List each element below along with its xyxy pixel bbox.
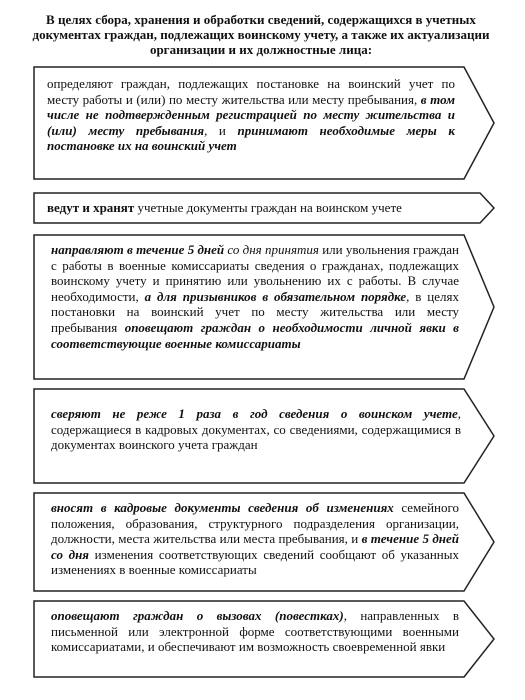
text-segment: ведут и хранят (47, 200, 135, 215)
arrow-block-3 (33, 234, 495, 380)
arrow-text-3 (51, 242, 459, 351)
text-segment: , и (204, 122, 238, 138)
text-segment: со дня принятия (224, 242, 319, 257)
text-segment: а для призывников в обязательном порядке (144, 288, 407, 304)
text-segment: изменения соответствующих сведений сообщают об указанных изменениях в военные комиссариаты (51, 546, 460, 578)
arrow-text-5 (51, 500, 459, 578)
text-segment: определяют граждан, подлежащих постановке на воинский учет по месту работы и (или) по месту жительства или месту пребывания, (47, 76, 455, 107)
text-segment: принимают необходимые меры к постановке их на воинский учет (47, 122, 455, 154)
arrow-text-4 (51, 406, 461, 453)
arrow-block-4 (33, 388, 495, 484)
arrow-block-6 (33, 600, 495, 678)
arrow-text-6 (51, 608, 459, 655)
text-segment: учетные документы граждан на воинском учете (134, 200, 402, 215)
arrow-text-2 (47, 200, 467, 216)
arrow-text-1 (47, 76, 455, 154)
arrow-block-2 (33, 192, 495, 224)
text-segment: или увольнения граждан с работы в военные комиссариаты сведения о гражданах, подлежащих воинскому учету и принятию или увольнению их с работы. В случае необходимости, (51, 242, 459, 304)
text-segment: сверяют не реже 1 раза в год сведения о воинском учете (51, 406, 458, 421)
arrow-block-1 (33, 66, 495, 180)
text-segment: направляют в течение 5 дней (51, 242, 225, 257)
text-segment: оповещают граждан о вызовах (повестках) (51, 608, 344, 623)
arrow-block-5 (33, 492, 495, 592)
text-segment: семейного положения, образования, структурного подразделения организации, должности, места жительства или места пребывания, и (51, 500, 459, 547)
page-title: В целях сбора, хранения и обработки сведений, содержащихся в учетных документах граждан, подлежащих воинскому учету, а также их актуализации организации и их должностные лица: (32, 12, 490, 57)
text-segment: оповещают граждан о необходимости личной явки в соответствующие военные комиссариаты (51, 319, 459, 351)
text-segment: в течение 5 дней со дня (51, 531, 460, 562)
text-segment: вносят в кадровые документы сведения об изменениях (51, 500, 394, 515)
text-segment: , направленных в письменной или электронной форме соответствующими военными комиссариатами, и обеспечивают им возможность своевременной явки (51, 608, 459, 655)
text-segment: , в целях постановки на воинский учет по месту жительства или месту пребывания (51, 288, 459, 335)
text-segment: , содержащиеся в кадровых документах, со сведениями, содержащимися в документах воинского учета граждан (51, 406, 461, 453)
text-segment: в том числе не подтвержденным регистрацией по месту жительства и (или) месту пребывания (47, 91, 455, 138)
